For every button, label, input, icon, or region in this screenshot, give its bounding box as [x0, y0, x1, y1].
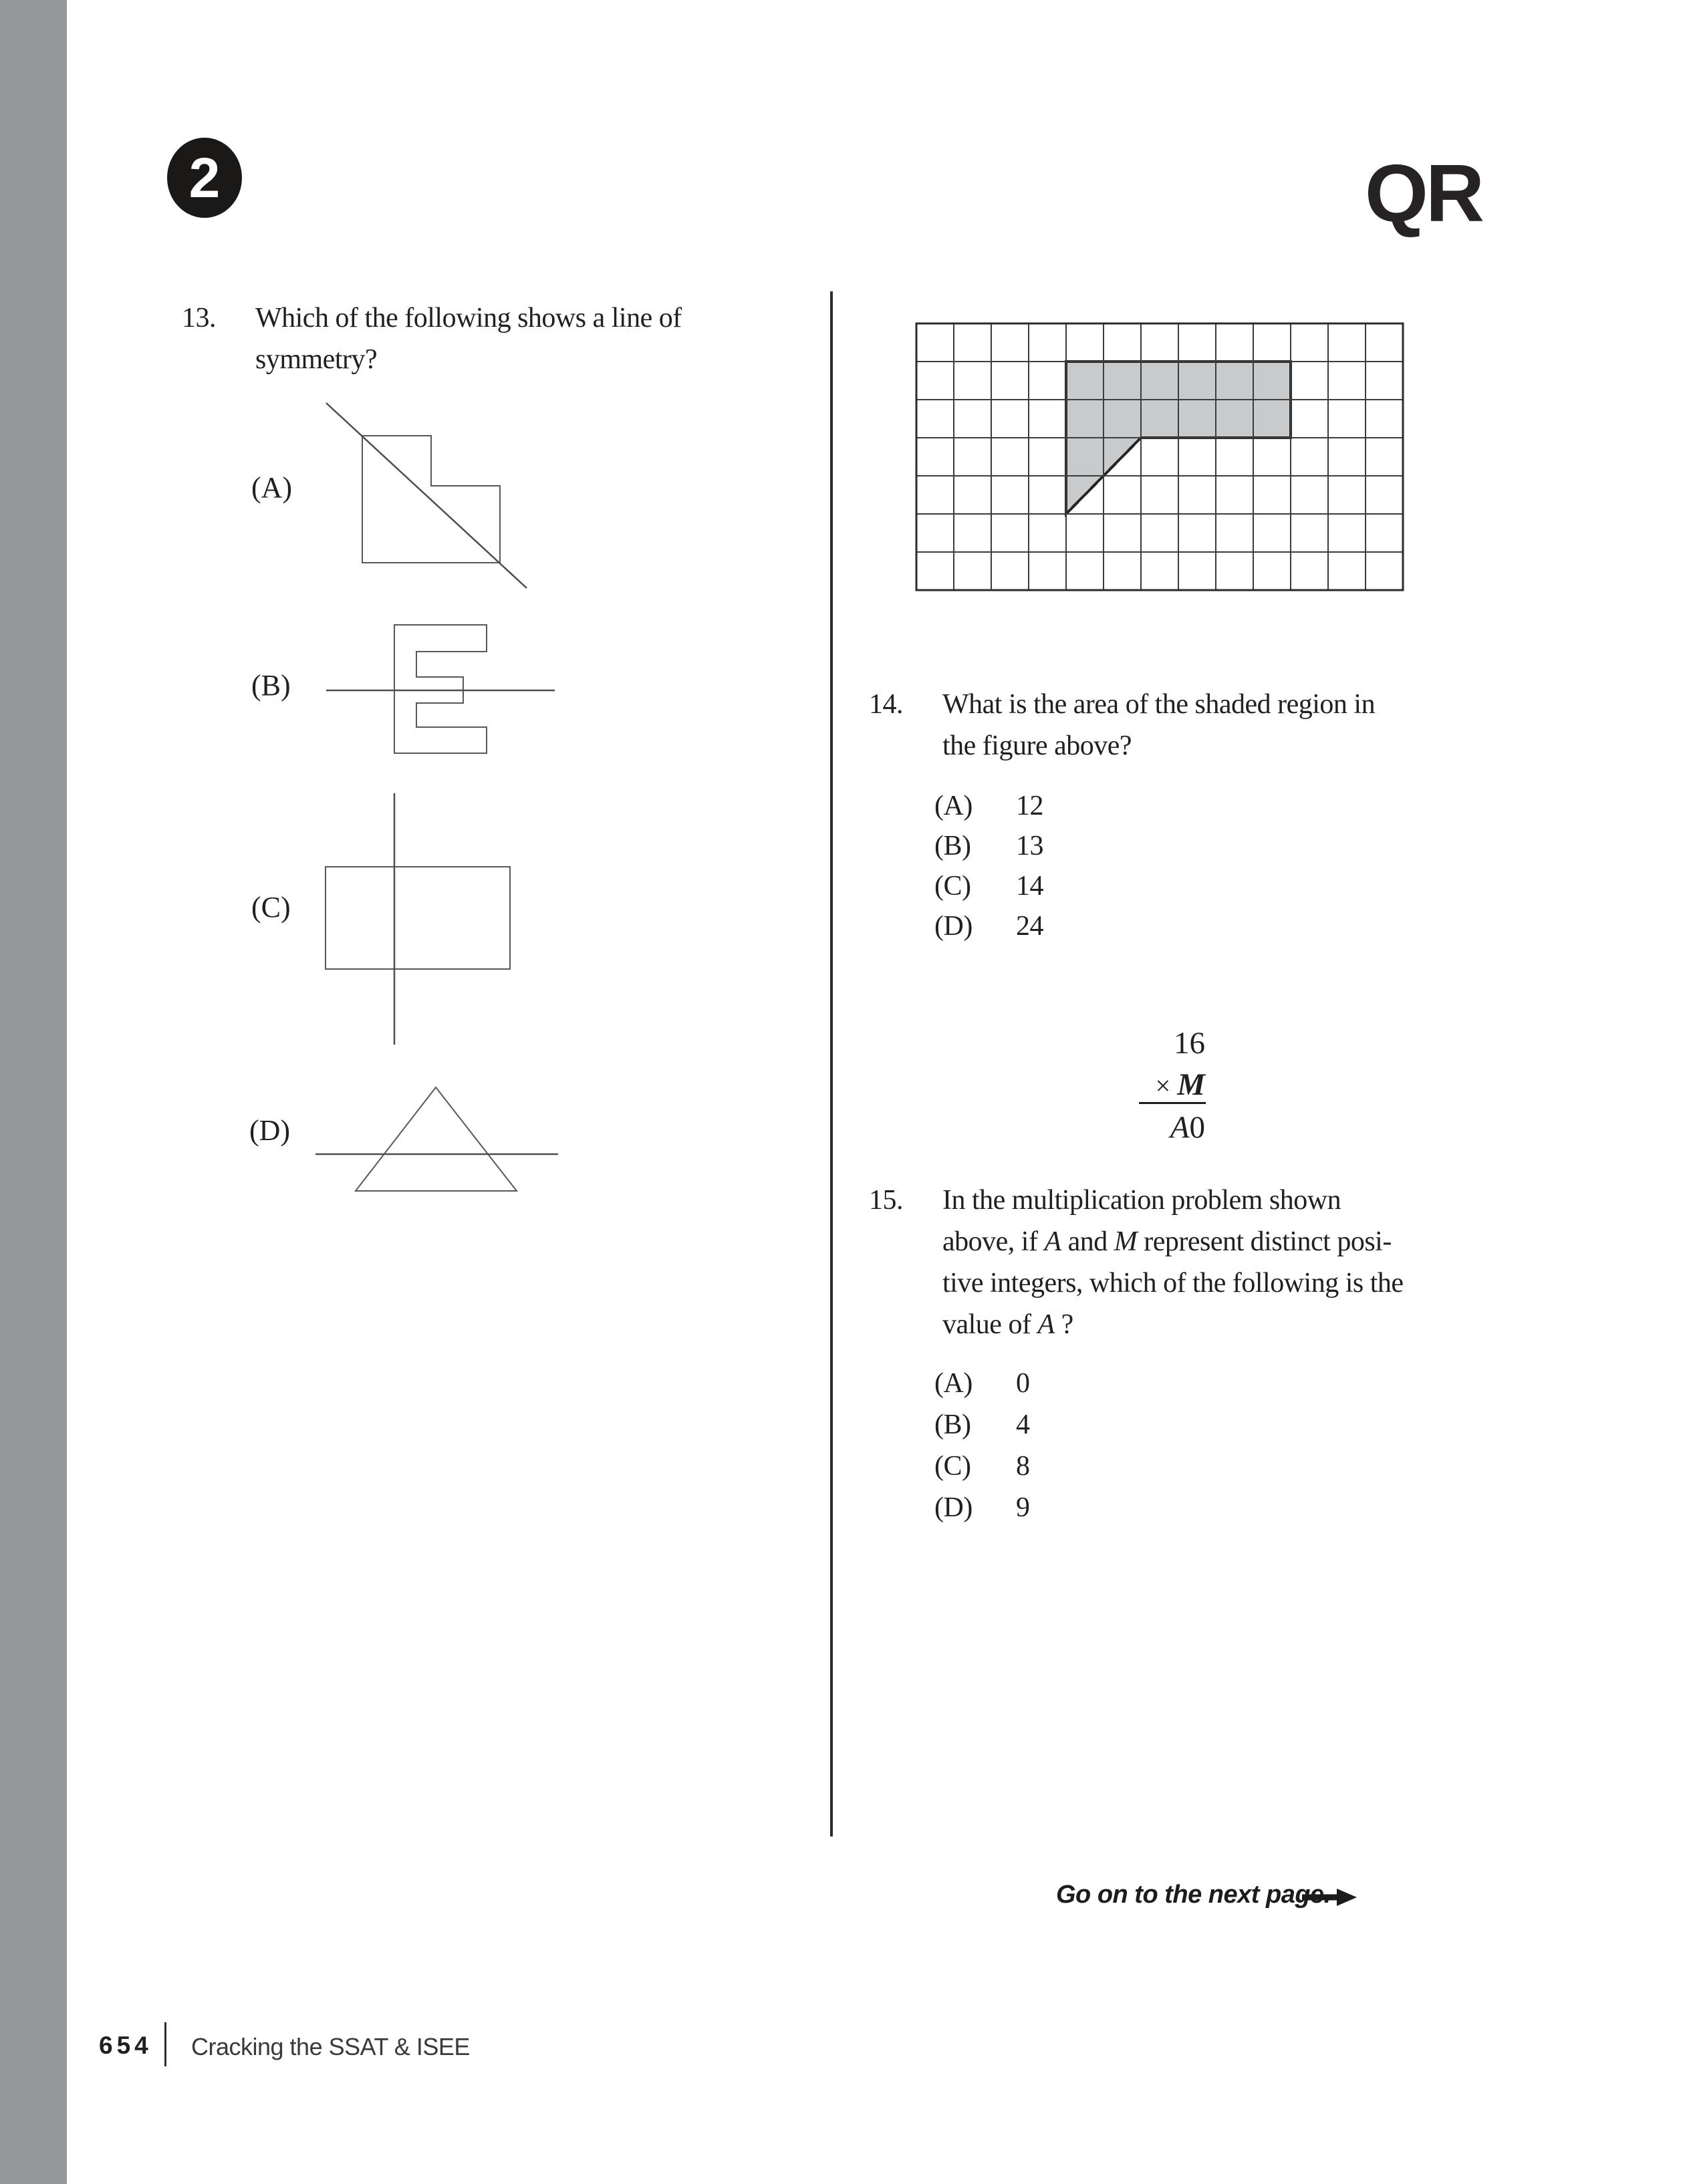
q14-choice-d-label: (D)	[934, 911, 973, 942]
q14-number: 14.	[869, 689, 903, 720]
footer-book-title: Cracking the SSAT & ISEE	[191, 2033, 470, 2060]
q15-choice-b	[934, 1409, 1030, 1450]
q14-choice-b-value: 13	[1016, 831, 1043, 861]
mult-rule-line	[1139, 1102, 1206, 1104]
q15-choice-d-label: (D)	[934, 1492, 973, 1523]
q15-choice-c-value: 8	[1016, 1451, 1030, 1482]
q15-choice-c-label: (C)	[934, 1451, 971, 1482]
q15-choice-a-value: 0	[1016, 1368, 1030, 1399]
q15-line2-var-m: M	[1114, 1226, 1138, 1257]
q13-option-d-label: (D)	[249, 1114, 291, 1147]
q15-text-line1: In the multiplication problem shown	[942, 1185, 1341, 1216]
q14-choice-a-value: 12	[1016, 791, 1043, 821]
go-on-text: Go on to the next page.	[1056, 1881, 1331, 1909]
mult-product-letter: A	[1170, 1110, 1190, 1145]
q15-choice-d-value: 9	[1016, 1492, 1030, 1523]
q15-line2-pre: above, if	[942, 1226, 1045, 1257]
q15-choice-c	[934, 1450, 1030, 1492]
q13-figure-d	[307, 1079, 568, 1200]
q13-option-c-label: (C)	[251, 891, 291, 924]
q13-option-a-label: (A)	[251, 471, 293, 504]
q15-line2-mid: and	[1061, 1226, 1114, 1257]
mult-multiplier: M	[1177, 1067, 1205, 1102]
section-badge	[167, 138, 242, 218]
q14-choice-d	[934, 910, 1043, 950]
column-divider	[830, 291, 833, 1836]
q14-choice-d-value: 24	[1016, 911, 1043, 942]
q13-text-line1: Which of the following shows a line of	[255, 303, 682, 333]
q15-line2-var-a: A	[1044, 1226, 1061, 1257]
q15-choice-b-value: 4	[1016, 1409, 1030, 1440]
q13-figure-c	[321, 789, 568, 1049]
figure-a-diagonal-line	[326, 403, 527, 588]
q15-choice-a	[934, 1367, 1030, 1409]
q15-line4-var-a: A	[1037, 1309, 1055, 1340]
q15-line2-post: represent distinct posi-	[1137, 1226, 1392, 1257]
q14-choice-c-label: (C)	[934, 871, 971, 902]
q15-line4-post: ?	[1054, 1309, 1073, 1340]
q15-text-line3: tive integers, which of the following is the	[942, 1268, 1404, 1299]
q15-number: 15.	[869, 1185, 903, 1216]
subject-code: QR	[1365, 148, 1482, 239]
section-badge-number: 2	[188, 146, 221, 209]
q14-choice-a-label: (A)	[934, 791, 973, 821]
q14-text-line1: What is the area of the shaded region in	[942, 689, 1376, 720]
q14-choice-c	[934, 870, 1043, 910]
multiply-sign: ×	[1155, 1071, 1171, 1101]
q15-text-line4	[942, 1309, 1073, 1341]
q14-choices	[934, 790, 1043, 950]
mult-product-row	[1096, 1109, 1205, 1145]
q15-choices	[934, 1367, 1030, 1533]
figure-d-triangle	[356, 1087, 517, 1191]
q15-choice-a-label: (A)	[934, 1368, 973, 1399]
mult-product-digit: 0	[1189, 1110, 1205, 1145]
q14-text-line2: the figure above?	[942, 730, 1132, 761]
q13-number: 13.	[182, 303, 216, 333]
q14-choice-b-label: (B)	[934, 831, 971, 861]
footer-page-number: 654	[99, 2032, 152, 2059]
footer-divider	[164, 2022, 166, 2066]
next-page-arrow-icon	[1301, 1887, 1358, 1907]
q14-choice-a	[934, 790, 1043, 830]
mult-multiplicand: 16	[1174, 1026, 1205, 1061]
mult-operator-row	[1096, 1067, 1205, 1103]
q15-choice-b-label: (B)	[934, 1409, 971, 1440]
q13-text-line2: symmetry?	[255, 344, 378, 375]
q13-option-b-label: (B)	[251, 669, 291, 702]
q13-figure-a	[307, 384, 588, 605]
q14-choice-b	[934, 830, 1043, 870]
binding-bar	[0, 0, 67, 2184]
figure-c-rectangle	[326, 867, 510, 969]
q13-figure-b	[321, 618, 561, 759]
q15-choice-d	[934, 1492, 1030, 1533]
q15-line4-pre: value of	[942, 1309, 1038, 1340]
figure-b-letter-e-outline	[394, 625, 487, 753]
q15-text-line2	[942, 1226, 1392, 1258]
grid-figure	[916, 323, 1403, 590]
q14-choice-c-value: 14	[1016, 871, 1043, 902]
